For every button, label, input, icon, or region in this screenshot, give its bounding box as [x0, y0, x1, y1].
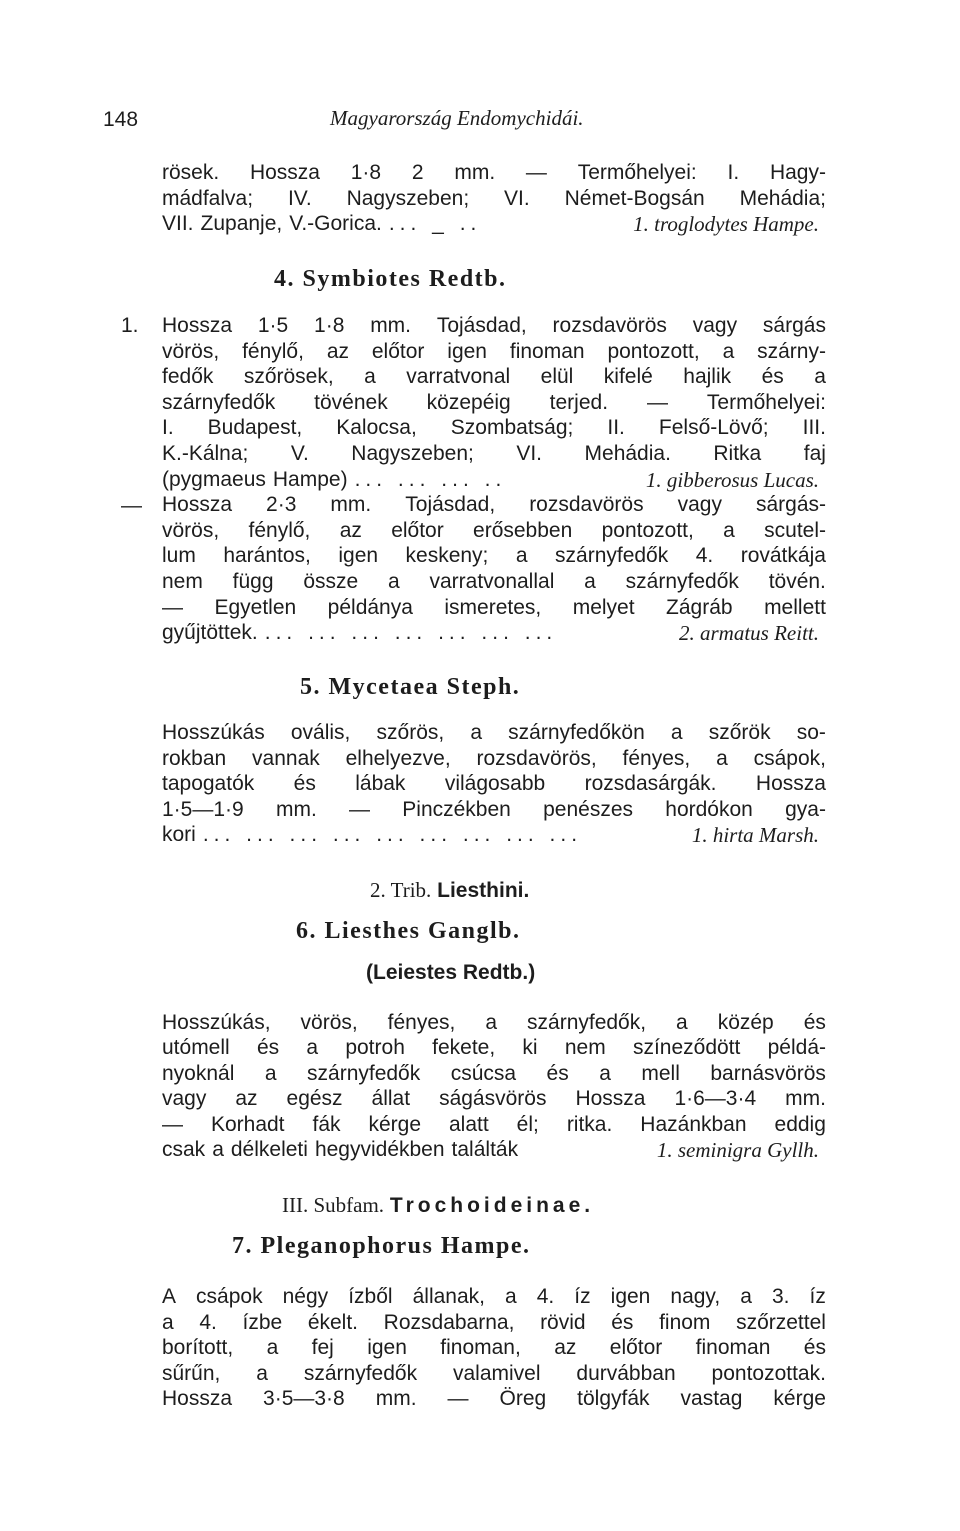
text-line [162, 720, 826, 746]
word: Felső-Lövő; [658, 416, 769, 440]
entry-number: 1. [121, 314, 139, 337]
word: sárgás- [755, 493, 826, 517]
text-line [162, 160, 826, 186]
word: csápok [196, 1285, 263, 1308]
word: — [349, 797, 371, 821]
word: a [470, 721, 483, 744]
word: Nagyszeben; [346, 186, 470, 210]
text-line [162, 492, 826, 518]
word: a [670, 721, 683, 744]
word: sűrűn, [162, 1361, 221, 1385]
word: mm. [330, 493, 372, 517]
word: rokban [162, 746, 227, 770]
word: — [447, 1387, 469, 1410]
word: lábak [355, 772, 406, 795]
text-line [162, 518, 826, 544]
text-line [162, 1386, 826, 1412]
word: színeződött [632, 1036, 741, 1060]
word: Hossza [162, 314, 233, 337]
word: hegyvidékben [314, 1138, 445, 1161]
word: mellett [764, 595, 826, 619]
word: V.-Gorica. [289, 212, 382, 235]
word: Ritka [713, 442, 762, 465]
word: Tojásdad, [405, 493, 496, 517]
word: állat [371, 1087, 411, 1111]
word: és [293, 772, 316, 795]
word: hordókon [665, 797, 753, 821]
word: össze [303, 570, 359, 593]
text-line [162, 186, 826, 212]
word: csápok, [753, 746, 826, 770]
leader-dots: ... ... ... ... ... ... ... ... ... [202, 823, 583, 846]
word: kérge [773, 1387, 826, 1410]
leader-dots: ... ... ... ... ... ... ... [264, 621, 558, 645]
word: A [162, 1285, 177, 1308]
word: csúcsa [450, 1061, 517, 1085]
word: példánya [327, 595, 413, 619]
species-name: 1. hirta Marsh. [691, 823, 819, 847]
word: a [264, 1061, 277, 1085]
word: varratvonallal [429, 570, 555, 593]
word: lum [162, 544, 196, 568]
word: ízbe [242, 1310, 283, 1334]
text-line [162, 569, 826, 595]
word: előtor [371, 339, 425, 363]
text-line [162, 1010, 826, 1036]
text-line [162, 1361, 826, 1387]
word: kifelé [603, 365, 653, 389]
word: nem [162, 570, 203, 593]
word: gyűjtöttek. [162, 621, 258, 645]
word: közép [717, 1011, 774, 1034]
word: függ [232, 570, 274, 593]
word: Tojásdad, [436, 314, 527, 337]
word: tövén. [768, 570, 826, 593]
word: finoman [695, 1336, 771, 1359]
word: Hossza [162, 1387, 233, 1410]
word: rösek. [162, 161, 220, 184]
word: 4. [695, 544, 714, 568]
subfamily-name: Trochoideinae. [389, 1194, 595, 1217]
word: pontozott, [607, 339, 700, 363]
word: fej [311, 1336, 334, 1359]
word: nem [564, 1036, 606, 1060]
word: szőrzettel [736, 1310, 826, 1334]
word: szőrösek, [243, 365, 334, 389]
subfamily-heading [282, 1193, 594, 1218]
word: V. [290, 442, 309, 465]
word: Egyetlen [214, 595, 297, 619]
word: vannak [252, 746, 320, 770]
word: I. [162, 416, 174, 440]
word: 1·5—1·9 [162, 797, 244, 821]
word: Mehádia. [584, 442, 671, 465]
word: ízből [348, 1285, 393, 1308]
word: 1·5 [257, 314, 289, 337]
word: Hagy- [769, 161, 826, 184]
word: a [740, 1285, 752, 1308]
word: K.-Kálna; [162, 442, 249, 465]
word: kérge [368, 1112, 422, 1136]
word: Budapest, [207, 416, 303, 440]
word: vörös, [162, 518, 220, 542]
text-line [162, 313, 826, 339]
word: vagy [692, 314, 738, 337]
word: hajlik [683, 365, 732, 389]
word: valamivel [452, 1361, 541, 1385]
word: ritka. [566, 1112, 613, 1136]
word: a [716, 746, 728, 770]
word: szárnyfedők [307, 1061, 421, 1085]
word: szőrök [708, 721, 771, 744]
text-line [162, 1035, 826, 1061]
word: vagy [162, 1087, 207, 1111]
word: gya- [785, 797, 826, 821]
word: II. [607, 416, 625, 440]
text-line [162, 1112, 826, 1138]
leader-dots: ... _ .. [388, 212, 482, 235]
word: 1·6—3·4 [674, 1087, 757, 1111]
subfamily-prefix: III. Subfam. [282, 1193, 385, 1217]
word: a [306, 1036, 319, 1060]
word: az [326, 339, 349, 363]
word: mádfalva; [162, 186, 254, 210]
word: elül [540, 365, 574, 389]
word: 1·8 [350, 161, 382, 184]
text-line [162, 364, 826, 390]
word: a [162, 1310, 174, 1334]
word: so- [796, 721, 826, 744]
word: barnásvörös [710, 1061, 826, 1085]
word: íz [574, 1285, 591, 1308]
word: Korhadt [210, 1112, 285, 1136]
word: harántos, [223, 544, 311, 568]
word: a [722, 339, 735, 363]
word: Hosszúkás, [162, 1011, 271, 1034]
text-line [162, 620, 826, 646]
word: Kalocsa, [336, 416, 417, 440]
word: a [723, 518, 735, 542]
word: a [599, 1061, 611, 1085]
word: VI. [516, 442, 543, 465]
word: borított, [162, 1336, 234, 1359]
word: a [387, 570, 400, 593]
leader-dots: ... ... ... .. [354, 467, 507, 491]
text-line [162, 1284, 826, 1310]
word: fénylő, [248, 518, 311, 542]
word: szárnyfedők [625, 570, 739, 593]
word: rozsdasárgák. [584, 772, 717, 795]
word: szárnyfedők [162, 390, 276, 414]
text-line [162, 390, 826, 416]
word: a [256, 1361, 268, 1385]
word: melyet [572, 595, 635, 619]
word: scutel- [764, 518, 826, 542]
word: a [515, 544, 528, 568]
text-line [162, 339, 826, 365]
entry-dash: — [121, 494, 142, 517]
word: szárnyfedőkön [508, 721, 645, 744]
text-line [162, 797, 826, 823]
word: Zupanje, [200, 212, 283, 235]
word: durvábban [576, 1361, 676, 1385]
word: keskeny; [405, 544, 489, 568]
word: potroh [345, 1036, 405, 1060]
word: rozsdavörös [552, 314, 667, 337]
word: ovális, [290, 721, 351, 744]
word: szárny- [757, 339, 826, 363]
word: ságásvörös [439, 1087, 547, 1111]
word: a [266, 1336, 279, 1359]
word: igen [447, 339, 487, 363]
word: szárnyfedők [555, 544, 669, 568]
word: mm. [454, 161, 496, 184]
word: a [676, 1011, 688, 1034]
word: előtor [391, 518, 444, 542]
word: szőrös, [376, 721, 445, 744]
word: a [814, 365, 826, 389]
genus-heading-pleganophorus: 7. Pleganophorus Hampe. [232, 1233, 531, 1259]
word: terjed. [549, 390, 609, 414]
word: 2 [411, 161, 424, 184]
text-line [162, 595, 826, 621]
word: vastag [680, 1387, 743, 1410]
word: mell [641, 1061, 680, 1085]
word: vörös, [162, 339, 220, 363]
word: 2·3 [266, 493, 297, 517]
word: Hazánkban [640, 1112, 747, 1136]
word: Hossza [162, 493, 233, 517]
genus-heading-liesthes: 6. Liesthes Ganglb. [296, 918, 521, 944]
word: igen [367, 1336, 407, 1359]
word: finom [659, 1310, 711, 1334]
word: íz [809, 1285, 826, 1308]
word: és [256, 1036, 280, 1060]
word: IV. [287, 186, 312, 210]
word: Hampe) [272, 467, 348, 491]
word: tövének [314, 390, 388, 414]
word: fényes, [387, 1011, 456, 1034]
word: ki [522, 1036, 538, 1060]
word: Öreg [499, 1387, 547, 1410]
word: példá- [767, 1036, 826, 1060]
word: rovátkája [740, 544, 826, 568]
word: nagy, [670, 1285, 721, 1308]
word: 3·5—3·8 [263, 1387, 345, 1410]
word: a [364, 365, 376, 389]
word: tapogatók [162, 772, 255, 795]
word: vagy [677, 493, 722, 517]
species-name: 2. armatus Reitt. [679, 621, 819, 646]
word: találták [451, 1138, 519, 1161]
word: és [761, 365, 784, 389]
word: egész [286, 1087, 343, 1111]
word: fekete, [432, 1036, 496, 1060]
word: Rozsdabarna, [383, 1310, 515, 1334]
word: VII. [162, 212, 194, 235]
word: finoman [509, 339, 585, 363]
word: 4. [536, 1285, 555, 1308]
word: a [505, 1285, 517, 1308]
synonym-leiestes: (Leiestes Redtb.) [366, 961, 536, 984]
word: varratvonal [406, 365, 511, 389]
word: elhelyezve, [345, 746, 451, 770]
text-line [162, 1086, 826, 1112]
word: az [235, 1087, 258, 1111]
word: — [162, 1112, 183, 1136]
text-line [162, 1061, 826, 1087]
word: — [525, 161, 547, 184]
word: vörös, [300, 1011, 358, 1034]
word: 3. [771, 1285, 790, 1308]
text-line [162, 543, 826, 569]
word: Zágráb [666, 595, 733, 619]
word: faj [803, 442, 826, 465]
word: fák [312, 1112, 341, 1136]
word: csak [162, 1138, 206, 1161]
word: fénylő, [242, 339, 304, 363]
word: szárnyfedők, [527, 1011, 647, 1034]
text-line [162, 822, 826, 848]
word: erősebben [473, 518, 573, 542]
text-line [162, 211, 826, 237]
word: az [554, 1336, 577, 1359]
text-line [162, 746, 826, 772]
word: Német-Bogsán [564, 186, 705, 210]
genus-heading-symbiotes: 4. Symbiotes Redtb. [274, 266, 507, 292]
word: él; [516, 1112, 539, 1136]
word: rövid [540, 1310, 586, 1334]
word: fényes, [622, 746, 691, 770]
word: Termőhelyei: [577, 161, 697, 184]
word: Mehádia; [739, 186, 826, 210]
word: az [339, 518, 362, 542]
word: Pinczékben [402, 797, 511, 821]
word: Nagyszeben; [351, 442, 474, 465]
word: négy [282, 1285, 329, 1308]
text-line [162, 771, 826, 797]
word: sárgás [762, 314, 826, 337]
word: nyoknál [162, 1061, 235, 1085]
word: a [485, 1011, 498, 1034]
word: tölgyfák [577, 1387, 650, 1410]
word: mm. [785, 1087, 826, 1111]
word: penészes [543, 797, 634, 821]
word: délkeleti [230, 1138, 308, 1161]
word: mm. [370, 314, 412, 337]
word: Hosszúkás [162, 721, 265, 744]
word: I. [727, 161, 740, 184]
word: rozsdavörös, [476, 746, 597, 770]
word: Hossza [249, 161, 320, 184]
word: a [584, 570, 596, 593]
word: alatt [448, 1112, 489, 1136]
word: szárnyfedők [303, 1361, 418, 1385]
genus-heading-mycetaea: 5. Mycetaea Steph. [300, 674, 521, 700]
word: pontozott, [601, 518, 694, 542]
word: (pygmaeus [162, 467, 266, 491]
running-title: Magyarország Endomychidái. [330, 106, 584, 130]
species-name: 1. gibberosus Lucas. [645, 467, 819, 492]
word: pontozottak. [711, 1361, 826, 1385]
word: Termőhelyei: [706, 390, 826, 414]
word: közepéig [426, 390, 511, 414]
word: utómell [162, 1036, 230, 1060]
word: mm. [275, 797, 317, 821]
tribe-heading [370, 878, 529, 903]
word: rozsdavörös [529, 493, 644, 517]
word: fedők [162, 365, 214, 389]
word: világosabb [444, 772, 546, 795]
text-line [162, 1137, 826, 1163]
word: és [546, 1061, 569, 1085]
word: — [646, 390, 668, 414]
species-name: 1. troglodytes Hampe. [633, 212, 819, 236]
text-line [162, 467, 826, 493]
word: VI. [504, 186, 530, 210]
text-line [162, 415, 826, 441]
word: és [803, 1336, 826, 1359]
tribe-prefix: 2. Trib. [370, 878, 432, 902]
tribe-name: Liesthini. [437, 879, 530, 902]
word: mm. [375, 1387, 417, 1410]
word: a [212, 1138, 224, 1161]
word: — [162, 595, 183, 619]
text-line [162, 1310, 826, 1336]
word: előtor [609, 1336, 663, 1359]
word: eddig [774, 1112, 826, 1136]
word: 4. [199, 1310, 217, 1334]
word: és [611, 1310, 634, 1334]
word: Szombatság; [450, 416, 574, 440]
species-name: 1. seminigra Gyllh. [656, 1138, 819, 1162]
word: ékelt. [307, 1310, 359, 1334]
word: állanak, [412, 1285, 485, 1308]
word: igen [338, 544, 379, 568]
word: ismeretes, [444, 595, 542, 619]
word: finoman, [440, 1336, 521, 1359]
word: és [803, 1011, 826, 1034]
text-line [162, 441, 826, 467]
word: 1·8 [314, 314, 345, 337]
word: kori [162, 823, 196, 846]
page-number: 148 [103, 108, 139, 131]
text-line [162, 1335, 826, 1361]
word: III. [802, 416, 826, 440]
word: Hossza [575, 1087, 646, 1111]
word: Hossza [755, 772, 826, 795]
word: igen [610, 1285, 651, 1308]
